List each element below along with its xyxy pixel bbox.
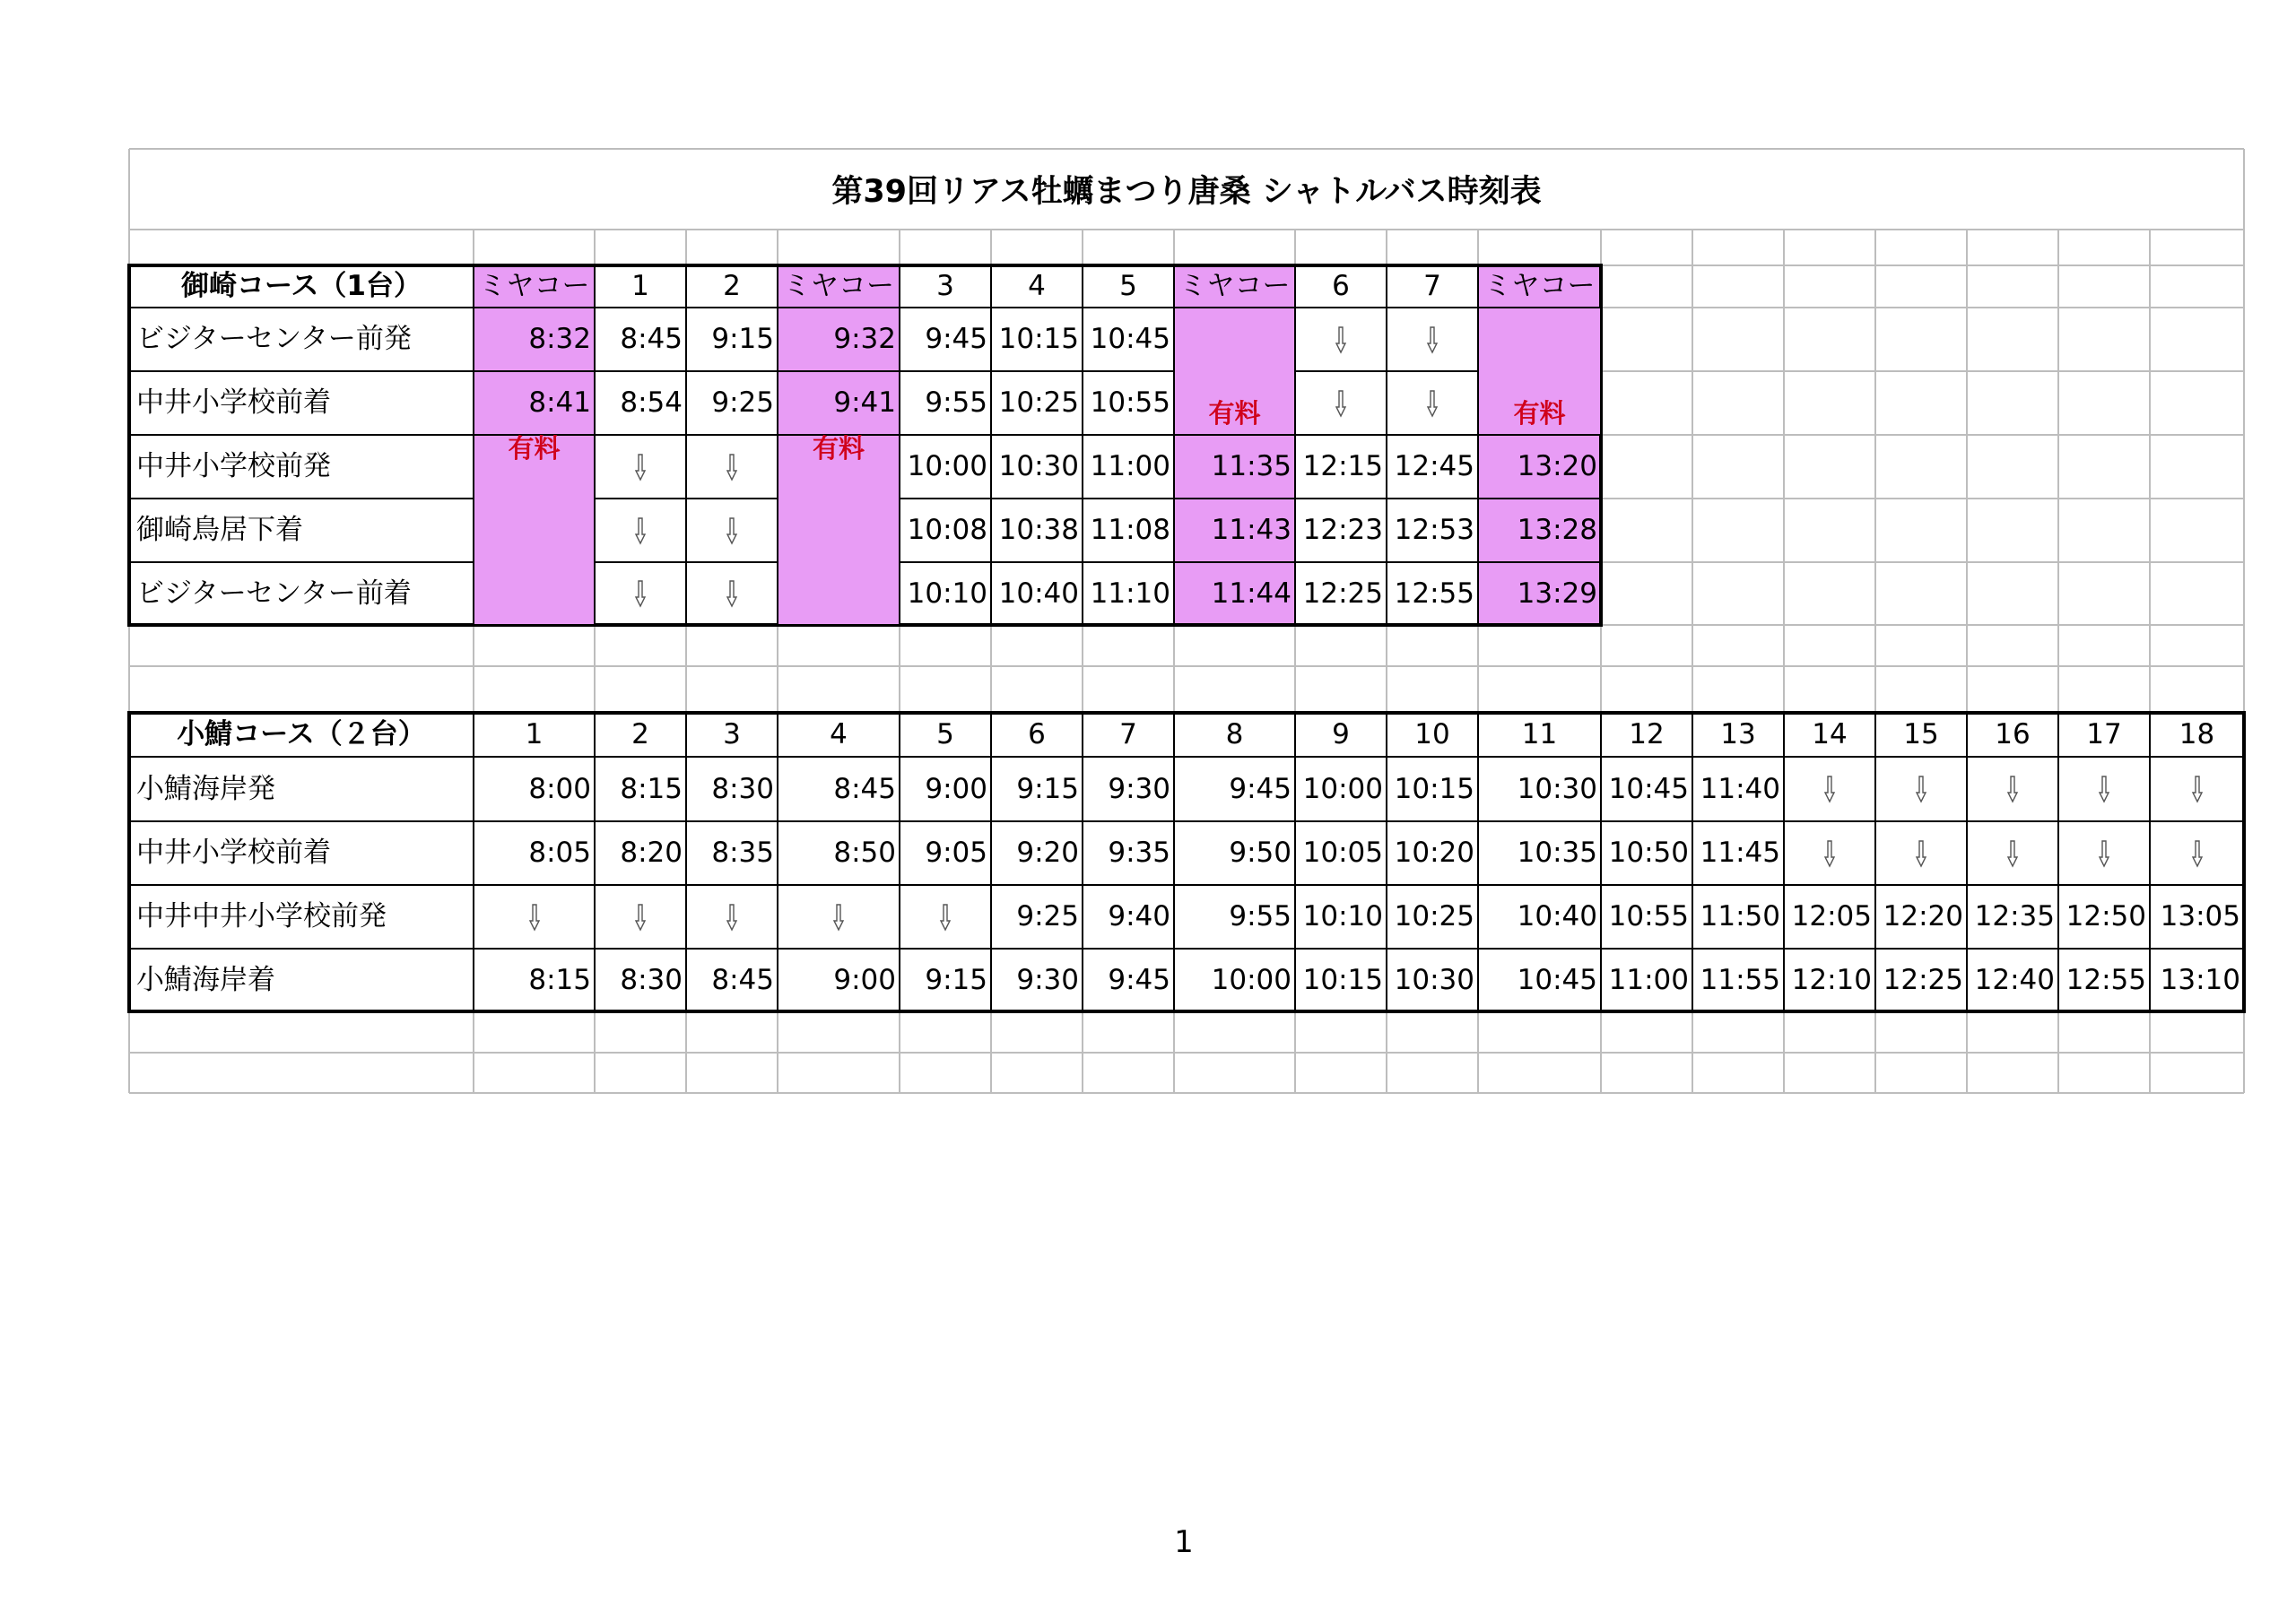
osaba-course-label: 小鯖コース（２台） xyxy=(177,718,426,750)
osaba-time-cell: 9:30 xyxy=(1016,963,1079,996)
misaki-time-cell: 12:15 xyxy=(1302,450,1383,482)
osaba-time-cell: 12:40 xyxy=(1974,963,2055,996)
osaba-time-cell: 10:45 xyxy=(1517,963,1597,996)
osaba-time-cell: 10:30 xyxy=(1517,772,1597,805)
down-arrow-icon xyxy=(1426,325,1439,354)
osaba-time-cell: 9:05 xyxy=(925,837,987,869)
osaba-row-label: 中井小学校前着 xyxy=(136,837,331,869)
osaba-column-header: 16 xyxy=(1995,718,2031,750)
misaki-time-cell xyxy=(1295,371,1387,435)
osaba-time-cell: 10:10 xyxy=(1302,900,1383,932)
osaba-time-cell xyxy=(1875,821,1967,885)
misaki-time-cell: 10:55 xyxy=(1090,386,1170,419)
down-arrow-icon xyxy=(726,453,738,481)
misaki-column-header: 6 xyxy=(1332,270,1350,302)
down-arrow-icon xyxy=(1823,775,1836,803)
osaba-column-header: 6 xyxy=(1028,718,1046,750)
misaki-time-cell: 12:53 xyxy=(1394,514,1474,546)
misaki-column-header: 2 xyxy=(723,270,741,302)
osaba-time-cell: 9:30 xyxy=(1108,772,1170,805)
osaba-time-cell: 9:45 xyxy=(1108,963,1170,996)
misaki-time-cell: 13:20 xyxy=(1517,450,1597,482)
misaki-time-cell: 9:32 xyxy=(833,323,896,355)
osaba-time-cell: 9:55 xyxy=(1229,900,1292,932)
osaba-time-cell: 8:05 xyxy=(528,837,591,869)
page-number: 1 xyxy=(1174,1524,1194,1560)
osaba-time-cell: 13:10 xyxy=(2160,963,2240,996)
osaba-time-cell xyxy=(1967,821,2058,885)
osaba-time-cell: 11:55 xyxy=(1700,963,1780,996)
osaba-time-cell: 8:00 xyxy=(528,772,591,805)
osaba-time-cell xyxy=(1967,757,2058,821)
down-arrow-icon xyxy=(634,903,647,932)
osaba-time-cell: 8:30 xyxy=(620,963,683,996)
osaba-time-cell: 12:50 xyxy=(2066,900,2146,932)
osaba-time-cell xyxy=(1784,757,1875,821)
osaba-time-cell: 12:25 xyxy=(1883,963,1963,996)
misaki-column-header: 7 xyxy=(1423,270,1441,302)
misaki-time-cell: 9:25 xyxy=(711,386,774,419)
osaba-time-cell: 9:00 xyxy=(925,772,987,805)
osaba-column-header: 18 xyxy=(2179,718,2215,750)
down-arrow-icon xyxy=(2098,775,2110,803)
misaki-column-header: ミヤコー xyxy=(1178,270,1291,302)
osaba-time-cell: 9:15 xyxy=(1016,772,1079,805)
misaki-time-cell: 9:15 xyxy=(711,323,774,355)
misaki-time-cell xyxy=(686,499,778,562)
down-arrow-icon xyxy=(1915,839,1927,868)
page-title: 第39回リアス牡蠣まつり唐桑 シャトルバス時刻表 xyxy=(831,174,1542,210)
osaba-column-header: 3 xyxy=(723,718,741,750)
osaba-column-header: 5 xyxy=(936,718,954,750)
osaba-time-cell: 9:20 xyxy=(1016,837,1079,869)
osaba-time-cell: 10:00 xyxy=(1211,963,1292,996)
osaba-time-cell: 10:45 xyxy=(1608,772,1689,805)
osaba-time-cell: 10:15 xyxy=(1302,963,1383,996)
misaki-time-cell: 13:28 xyxy=(1517,514,1597,546)
osaba-time-cell: 9:25 xyxy=(1016,900,1079,932)
osaba-time-cell: 8:45 xyxy=(833,772,896,805)
misaki-time-cell: 11:10 xyxy=(1090,577,1170,610)
misaki-time-cell: 11:35 xyxy=(1211,450,1292,482)
misaki-time-cell: 11:00 xyxy=(1090,450,1170,482)
down-arrow-icon xyxy=(528,903,541,932)
osaba-column-header: 15 xyxy=(1903,718,1939,750)
osaba-time-cell xyxy=(2150,757,2244,821)
osaba-time-cell xyxy=(900,885,991,949)
osaba-column-header: 9 xyxy=(1332,718,1350,750)
down-arrow-icon xyxy=(2006,839,2019,868)
down-arrow-icon xyxy=(726,516,738,545)
misaki-column-header: 3 xyxy=(936,270,954,302)
misaki-time-cell: 12:45 xyxy=(1394,450,1474,482)
down-arrow-icon xyxy=(634,516,647,545)
misaki-time-cell xyxy=(1387,308,1478,371)
misaki-column-header: ミヤコー xyxy=(478,270,590,302)
osaba-time-cell xyxy=(2058,757,2150,821)
osaba-column-header: 11 xyxy=(1521,718,1558,750)
misaki-time-cell: 10:15 xyxy=(998,323,1079,355)
misaki-time-cell: 9:41 xyxy=(833,386,896,419)
osaba-row-label: 中井中井小学校前発 xyxy=(136,900,387,932)
paid-label: 有料 xyxy=(812,433,865,464)
osaba-time-cell xyxy=(1875,757,1967,821)
misaki-time-cell: 10:10 xyxy=(907,577,987,610)
down-arrow-icon xyxy=(1823,839,1836,868)
misaki-time-cell: 9:45 xyxy=(925,323,987,355)
osaba-time-cell xyxy=(778,885,900,949)
osaba-time-cell: 12:55 xyxy=(2066,963,2146,996)
osaba-column-header: 10 xyxy=(1414,718,1450,750)
osaba-time-cell xyxy=(1784,821,1875,885)
misaki-time-cell: 11:44 xyxy=(1211,577,1292,610)
misaki-time-cell: 8:54 xyxy=(620,386,683,419)
misaki-time-cell: 9:55 xyxy=(925,386,987,419)
osaba-time-cell: 10:40 xyxy=(1517,900,1597,932)
misaki-time-cell: 10:08 xyxy=(907,514,987,546)
misaki-time-cell: 11:43 xyxy=(1211,514,1292,546)
misaki-time-cell: 13:29 xyxy=(1517,577,1597,610)
misaki-row-label: 中井小学校前発 xyxy=(136,450,331,482)
down-arrow-icon xyxy=(726,579,738,608)
misaki-column-header: 4 xyxy=(1028,270,1046,302)
misaki-time-cell xyxy=(1295,308,1387,371)
osaba-column-header: 1 xyxy=(525,718,544,750)
osaba-time-cell: 8:50 xyxy=(833,837,896,869)
misaki-column-header: 5 xyxy=(1119,270,1137,302)
misaki-time-cell: 10:25 xyxy=(998,386,1079,419)
paid-label: 有料 xyxy=(1208,398,1261,429)
misaki-time-cell xyxy=(686,435,778,499)
osaba-time-cell: 10:05 xyxy=(1302,837,1383,869)
osaba-time-cell: 9:50 xyxy=(1229,837,1292,869)
misaki-time-cell: 10:38 xyxy=(998,514,1079,546)
osaba-time-cell: 13:05 xyxy=(2160,900,2240,932)
osaba-column-header: 2 xyxy=(631,718,649,750)
osaba-time-cell: 12:05 xyxy=(1791,900,1872,932)
osaba-column-header: 8 xyxy=(1225,718,1244,750)
misaki-time-cell: 10:45 xyxy=(1090,323,1170,355)
misaki-time-cell xyxy=(686,562,778,625)
misaki-time-cell: 12:25 xyxy=(1302,577,1383,610)
misaki-row-label: ビジターセンター前着 xyxy=(136,577,412,610)
osaba-time-cell: 11:50 xyxy=(1700,900,1780,932)
misaki-course-label: 御崎コース（1台） xyxy=(180,270,422,302)
misaki-time-cell: 12:55 xyxy=(1394,577,1474,610)
osaba-column-header: 14 xyxy=(1812,718,1848,750)
paid-label: 有料 xyxy=(1513,398,1566,429)
down-arrow-icon xyxy=(726,903,738,932)
osaba-column-header: 17 xyxy=(2086,718,2122,750)
misaki-row-label: 御崎鳥居下着 xyxy=(136,514,303,546)
down-arrow-icon xyxy=(2191,839,2204,868)
osaba-time-cell: 11:40 xyxy=(1700,772,1780,805)
paid-block xyxy=(778,433,899,624)
misaki-column-header: 1 xyxy=(631,270,649,302)
osaba-column-header: 13 xyxy=(1720,718,1756,750)
down-arrow-icon xyxy=(2191,775,2204,803)
misaki-column-header: ミヤコー xyxy=(783,270,894,302)
misaki-time-cell: 11:08 xyxy=(1090,514,1170,546)
osaba-time-cell: 11:45 xyxy=(1700,837,1780,869)
osaba-time-cell: 8:15 xyxy=(620,772,683,805)
osaba-time-cell: 10:30 xyxy=(1394,963,1474,996)
down-arrow-icon xyxy=(1915,775,1927,803)
osaba-time-cell xyxy=(474,885,595,949)
misaki-time-cell: 8:32 xyxy=(528,323,591,355)
osaba-time-cell: 10:50 xyxy=(1608,837,1689,869)
down-arrow-icon xyxy=(939,903,952,932)
down-arrow-icon xyxy=(832,903,845,932)
osaba-time-cell: 10:00 xyxy=(1302,772,1383,805)
paid-label: 有料 xyxy=(508,433,561,464)
osaba-time-cell: 10:15 xyxy=(1394,772,1474,805)
osaba-time-cell: 9:15 xyxy=(925,963,987,996)
osaba-column-header: 12 xyxy=(1629,718,1665,750)
misaki-time-cell: 8:41 xyxy=(528,386,591,419)
down-arrow-icon xyxy=(2006,775,2019,803)
misaki-time-cell: 10:30 xyxy=(998,450,1079,482)
osaba-row-label: 小鯖海岸着 xyxy=(136,963,275,996)
down-arrow-icon xyxy=(1335,325,1347,354)
misaki-time-cell xyxy=(595,435,686,499)
osaba-row-label: 小鯖海岸発 xyxy=(136,772,275,805)
osaba-time-cell: 8:45 xyxy=(711,963,774,996)
down-arrow-icon xyxy=(1335,389,1347,418)
osaba-time-cell: 10:35 xyxy=(1517,837,1597,869)
down-arrow-icon xyxy=(634,453,647,481)
osaba-time-cell: 10:55 xyxy=(1608,900,1689,932)
osaba-time-cell: 12:20 xyxy=(1883,900,1963,932)
osaba-time-cell: 11:00 xyxy=(1608,963,1689,996)
misaki-row-label: ビジターセンター前発 xyxy=(136,323,412,355)
osaba-time-cell xyxy=(2150,821,2244,885)
osaba-time-cell: 8:35 xyxy=(711,837,774,869)
osaba-column-header: 4 xyxy=(830,718,848,750)
osaba-time-cell: 12:35 xyxy=(1974,900,2055,932)
osaba-time-cell: 8:20 xyxy=(620,837,683,869)
misaki-time-cell xyxy=(1387,371,1478,435)
osaba-time-cell xyxy=(686,885,778,949)
misaki-time-cell: 8:45 xyxy=(620,323,683,355)
paid-block xyxy=(474,433,594,624)
osaba-time-cell: 8:15 xyxy=(528,963,591,996)
osaba-time-cell xyxy=(2058,821,2150,885)
down-arrow-icon xyxy=(634,579,647,608)
misaki-time-cell: 10:40 xyxy=(998,577,1079,610)
osaba-column-header: 7 xyxy=(1119,718,1137,750)
osaba-time-cell: 9:45 xyxy=(1229,772,1292,805)
misaki-time-cell xyxy=(595,499,686,562)
osaba-time-cell: 9:00 xyxy=(833,963,896,996)
down-arrow-icon xyxy=(2098,839,2110,868)
misaki-time-cell: 10:00 xyxy=(907,450,987,482)
osaba-time-cell: 9:40 xyxy=(1108,900,1170,932)
osaba-time-cell: 12:10 xyxy=(1791,963,1872,996)
misaki-time-cell: 12:23 xyxy=(1302,514,1383,546)
osaba-time-cell xyxy=(595,885,686,949)
misaki-row-label: 中井小学校前着 xyxy=(136,386,331,419)
misaki-column-header: ミヤコー xyxy=(1483,270,1596,302)
osaba-time-cell: 10:20 xyxy=(1394,837,1474,869)
misaki-time-cell xyxy=(595,562,686,625)
osaba-time-cell: 9:35 xyxy=(1108,837,1170,869)
osaba-time-cell: 10:25 xyxy=(1394,900,1474,932)
osaba-time-cell: 8:30 xyxy=(711,772,774,805)
down-arrow-icon xyxy=(1426,389,1439,418)
